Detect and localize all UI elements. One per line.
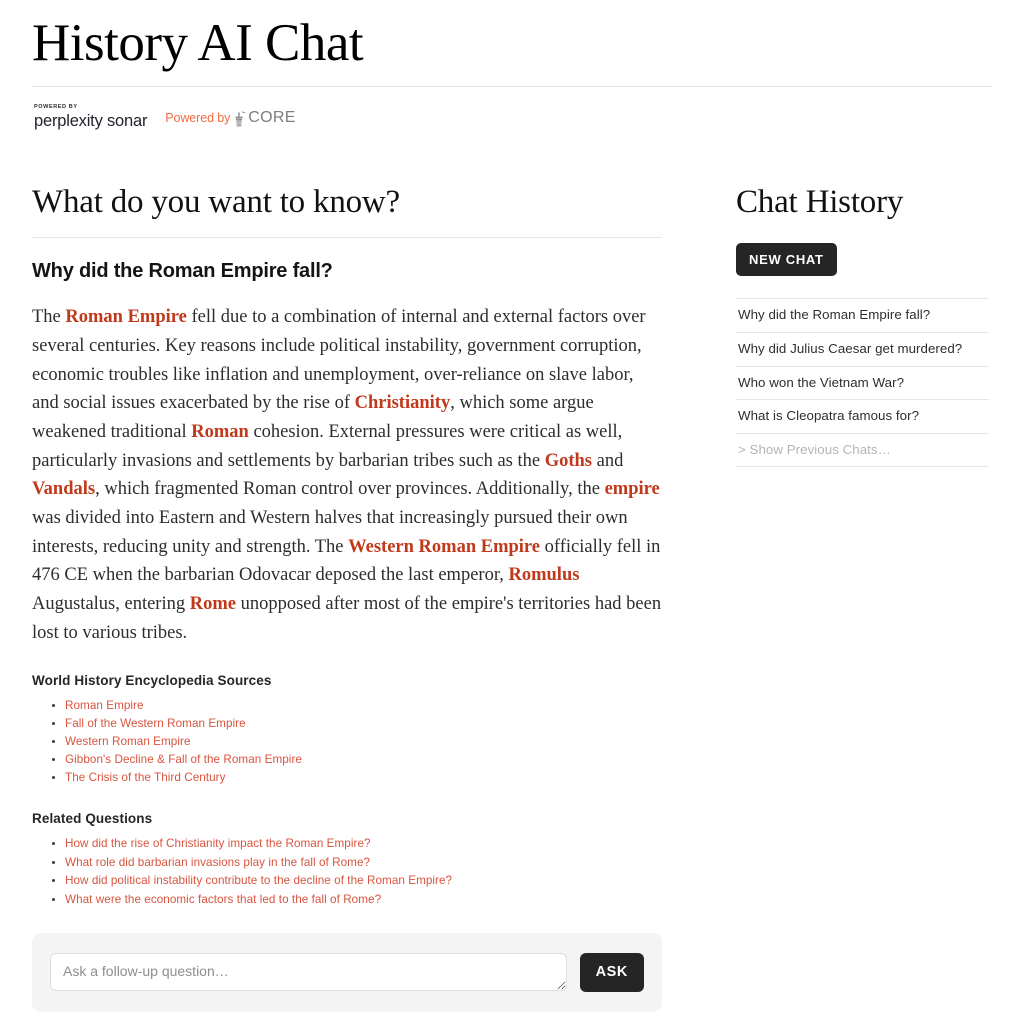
related-question-link-2[interactable]: How did political instability contribute to the decline of the Roman Empire?: [65, 874, 453, 888]
answer-highlight-term: Romulus: [508, 565, 580, 586]
core-powered-by-label: Powered by: [165, 111, 231, 126]
related-questions-list: [32, 836, 662, 908]
answer-highlight-term: Vandals: [32, 479, 96, 500]
list-item: [65, 836, 662, 853]
list-item: [65, 770, 662, 787]
content-divider: [32, 237, 662, 238]
answer-highlight-term: Roman Empire: [65, 307, 187, 328]
site-header: [0, 0, 1024, 129]
answer-highlight-term: Goths: [544, 450, 593, 471]
source-link-1[interactable]: Fall of the Western Roman Empire: [65, 717, 246, 731]
main-content: [32, 129, 662, 1011]
list-item: [65, 873, 662, 890]
related-question-link-0[interactable]: How did the rise of Christianity impact the Roman Empire?: [65, 837, 371, 851]
perplexity-powered-by-label: POWERED BY: [34, 104, 78, 111]
source-link-4[interactable]: The Crisis of the Third Century: [65, 771, 226, 785]
core-wordmark: CORE: [248, 109, 296, 127]
list-item: [65, 855, 662, 872]
chat-history-item-1[interactable]: Why did Julius Caesar get murdered?: [736, 332, 989, 366]
source-link-0[interactable]: Roman Empire: [65, 699, 144, 713]
composer: [32, 933, 662, 1012]
core-logo: [165, 109, 295, 127]
chat-history-item-0[interactable]: Why did the Roman Empire fall?: [736, 298, 989, 332]
answer-highlight-term: Roman: [191, 421, 249, 442]
list-item: [65, 752, 662, 769]
list-item: [65, 892, 662, 909]
chat-history-item-3[interactable]: What is Cleopatra famous for?: [736, 399, 989, 433]
follow-up-input[interactable]: [50, 953, 567, 991]
answer-highlight-term: Rome: [189, 594, 236, 615]
source-link-3[interactable]: Gibbon's Decline & Fall of the Roman Empire: [65, 753, 302, 767]
current-question-title: Why did the Roman Empire fall?: [32, 260, 333, 283]
related-question-link-3[interactable]: What were the economic factors that led to the fall of Rome?: [65, 892, 382, 906]
page-layout: [0, 129, 1024, 1011]
answer-text: The Roman Empire fell due to a combination of internal and external factors over several centuries. Key reasons include political instability, government corruption, economic troubles like inflation and unemployment, over-reliance on slave labor, and social issues exacerbated by the rise of Christianity, which some argue weakened traditional Roman cohesion. External pressures were critical as well, particularly invasions and settlements by barbarian tribes such as the Goths and Vandals, which fragmented Roman control over provinces. Additionally, the empire was divided into Eastern and Western halves that increasingly pursued their own interests, reducing unity and strength. The Western Roman Empire officially fell in 476 CE when the barbarian Odovacar deposed the last emperor, Romulus Augustalus, entering Rome unopposed after most of the empire's territories had been lost to various tribes.: [32, 307, 662, 643]
sources-list: [32, 698, 662, 787]
core-mark-icon: [233, 110, 247, 127]
list-item: [65, 734, 662, 751]
page-title: History AI Chat: [32, 14, 364, 72]
source-link-2[interactable]: Western Roman Empire: [65, 735, 191, 749]
perplexity-sonar-logo: [34, 105, 147, 129]
show-previous-chats-link[interactable]: > Show Previous Chats…: [736, 433, 989, 468]
ask-heading: What do you want to know?: [32, 184, 401, 221]
chat-history-sidebar: [736, 129, 992, 467]
list-item: [65, 698, 662, 715]
related-question-link-1[interactable]: What role did barbarian invasions play in the fall of Rome?: [65, 855, 371, 869]
ask-button[interactable]: ASK: [580, 953, 644, 992]
list-item: [65, 716, 662, 733]
answer-highlight-term: empire: [604, 479, 660, 500]
related-questions-heading: Related Questions: [32, 811, 153, 827]
chat-history-title: Chat History: [736, 184, 904, 221]
perplexity-sonar-wordmark: perplexity sonar: [34, 111, 148, 130]
answer-highlight-term: Western Roman Empire: [348, 536, 540, 557]
chat-history-item-2[interactable]: Who won the Vietnam War?: [736, 366, 989, 400]
logo-row: [32, 87, 992, 129]
chat-history-list: [736, 298, 989, 467]
sources-heading: World History Encyclopedia Sources: [32, 673, 272, 689]
answer-highlight-term: Christianity: [354, 393, 451, 414]
new-chat-button[interactable]: NEW CHAT: [736, 243, 837, 276]
